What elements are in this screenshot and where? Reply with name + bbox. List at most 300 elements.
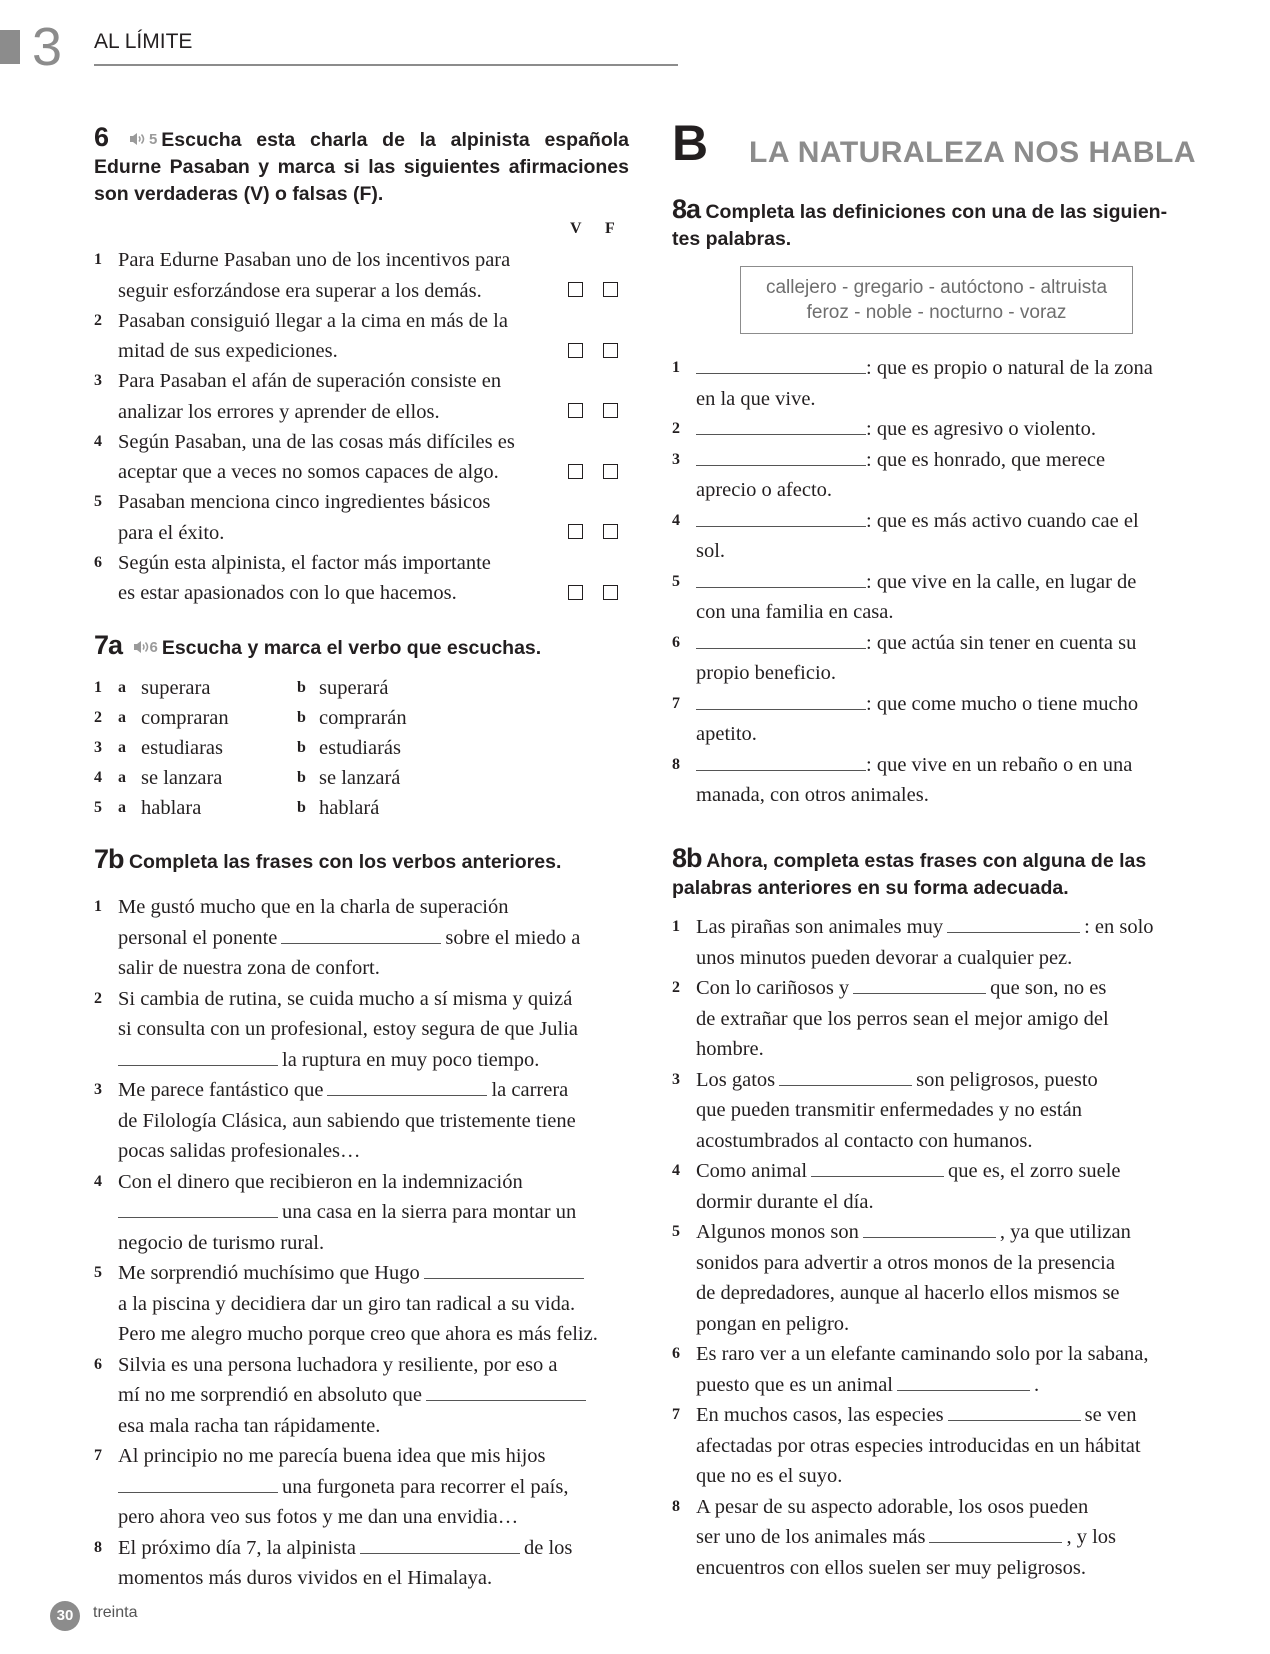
page-number-badge: 30 [50,1601,80,1631]
sentence-line [696,1370,1217,1401]
definition-line [696,445,1212,476]
statement-line [118,578,634,609]
option-a-letter[interactable]: a [118,709,126,726]
option-b-letter[interactable]: b [297,739,306,756]
word-bank-line1: callejero - gregario - autóctono - altruista [765,277,1108,298]
sentence-text: que pueden transmitir enfermedades y no están [696,1099,1082,1121]
sentence-text: En muchos casos, las especies [696,1404,944,1426]
statement-item [94,427,634,488]
item-number: 6 [672,633,680,651]
statement-text: Pasaban consiguió llegar a la cima en más de la [118,309,508,332]
sentence-line [696,1217,1217,1248]
sentence-text: Si cambia de rutina, se cuida mucho a sí misma y quizá [118,987,573,1010]
sentence-text: , y los [1066,1526,1116,1548]
item-number: 2 [672,420,680,437]
sentence-text: Al principio no me parecía buena idea que mis hijos [118,1445,546,1467]
option-b-text[interactable]: se lanzará [319,767,401,789]
sentence-line [118,984,639,1015]
sentence-item [672,1065,1217,1157]
true-checkbox[interactable] [568,524,583,539]
statement-item [94,306,634,367]
sentence-item [94,984,639,1076]
option-a-letter[interactable]: a [118,799,126,816]
ex7a-number: 7a [94,630,123,660]
page-number-word: treinta [93,1604,138,1621]
definition-text: propio beneficio. [696,662,837,684]
definition-text: manada, con otros animales. [696,784,929,806]
sentence-text: unos minutos pueden devorar a cualquier pez. [696,946,1073,969]
answer-blank[interactable] [118,1064,278,1066]
option-row [94,793,494,823]
option-a-letter[interactable]: a [118,739,126,756]
item-number: 1 [94,898,102,915]
option-b-letter[interactable]: b [297,769,306,786]
sentence-text: Como animal [696,1160,808,1182]
answer-blank[interactable] [696,464,866,466]
ex6-instruction: Escucha esta charla de la alpinista española Edurne Pasaban y marca si las siguientes afirmaciones son verdaderas (V) o falsas (F). [94,129,629,205]
sentence-line [696,1156,1217,1187]
ex7a-options [94,673,494,823]
sentence-text: de extrañar que los perros sean el mejor amigo del [696,1007,1109,1030]
sentence-text: si consulta con un profesional, estoy segura de que Julia [118,1018,578,1040]
ex8b-number: 8b [672,843,702,873]
sentence-item [94,1350,639,1442]
sentence-text: la carrera [491,1079,569,1101]
answer-blank[interactable] [897,1389,1030,1391]
sentence-line [696,1004,1217,1035]
statement-item [94,548,634,609]
answer-blank[interactable] [929,1541,1062,1543]
sentence-line [696,1339,1217,1370]
sentence-text: El próximo día 7, la alpinista [118,1536,356,1559]
item-number: 5 [672,1223,680,1240]
item-number: 5 [94,1264,102,1281]
statement-line [118,548,634,579]
definition-line [696,719,1212,750]
definition-text: apetito. [696,723,757,745]
definition-text: : que vive en un rebaño o en una [866,753,1133,776]
sentence-text: : en solo [1084,916,1154,938]
sentence-text: encuentros con ellos suelen ser muy peligrosos. [696,1556,1086,1579]
sentence-text: salir de nuestra zona de confort. [118,957,380,979]
ex6-list [94,245,634,608]
definition-text: : que es honrado, que merece [866,448,1106,471]
statement-line [118,457,634,488]
sentence-item [672,1339,1217,1400]
ex7b-heading [94,846,634,876]
statement-item [94,487,634,548]
sentence-item [94,1075,639,1167]
sentence-item [94,892,639,984]
answer-blank[interactable] [118,1216,278,1218]
item-number: 3 [94,1081,102,1098]
option-b-letter[interactable]: b [297,709,306,726]
statement-line [118,336,634,367]
item-number: 4 [672,511,680,529]
ex6-heading [94,124,629,208]
answer-blank[interactable] [426,1399,586,1401]
definition-text: : que come mucho o tiene mucho [866,692,1139,715]
item-number: 5 [94,493,102,510]
answer-blank[interactable] [696,586,866,588]
false-checkbox[interactable] [603,524,618,539]
option-a-text[interactable]: compraran [141,707,229,729]
ex7b-instruction: Completa las frases con los verbos anteriores. [128,851,562,873]
item-number: 2 [94,989,102,1007]
answer-blank[interactable] [853,992,986,994]
item-number: 7 [94,1447,102,1464]
ex8a-instruction-line1: Completa las definiciones con una de las siguien- [705,201,1168,223]
answer-blank[interactable] [424,1277,584,1279]
sentence-line [696,1492,1217,1523]
sentence-text: esa mala racha tan rápidamente. [118,1414,381,1437]
sentence-line [696,1248,1217,1279]
option-b-text[interactable]: superará [319,677,389,699]
definition-line [696,536,1212,567]
statement-text: Para Pasaban el afán de superación consiste en [118,370,502,392]
sentence-line [696,1034,1217,1065]
sentence-line [696,1400,1217,1431]
sentence-text: la ruptura en muy poco tiempo. [282,1048,540,1071]
statement-text: aceptar que a veces no somos capaces de algo. [118,461,499,483]
column-v-label: V [570,220,582,237]
definition-item [672,628,1212,689]
sentence-text: pongan en peligro. [696,1312,850,1335]
statement-text: analizar los errores y aprender de ellos. [118,400,440,423]
statement-text: mitad de sus expediciones. [118,340,338,362]
false-checkbox[interactable] [603,343,618,358]
answer-blank[interactable] [360,1552,520,1554]
sentence-text: pocas salidas profesionales… [118,1140,361,1162]
definition-item [672,414,1212,445]
item-number: 7 [672,694,680,712]
sentence-text: dormir durante el día. [696,1190,874,1213]
true-checkbox[interactable] [568,585,583,600]
item-number: 2 [672,979,680,996]
sentence-text: pero ahora veo sus fotos y me dan una envidia… [118,1506,519,1528]
sentence-item [94,1258,639,1350]
sentence-text: ser uno de los animales más [696,1526,926,1548]
sentence-text: de los [523,1536,573,1559]
row-number: 2 [94,709,102,726]
answer-blank[interactable] [811,1175,944,1177]
sentence-text: que es, el zorro suele [948,1160,1121,1182]
definition-text: con una familia en casa. [696,601,894,623]
false-checkbox[interactable] [603,403,618,418]
sentence-line [696,1553,1217,1584]
statement-line [118,518,634,549]
sentence-text: una casa en la sierra para montar un [282,1201,577,1223]
item-number: 4 [94,432,102,450]
statement-line [118,366,634,397]
audio-icon[interactable] [129,126,158,153]
option-a-letter[interactable]: a [118,679,126,696]
sentence-text: Me sorprendió muchísimo que Hugo [118,1262,420,1284]
true-checkbox[interactable] [568,464,583,479]
definition-text: : que actúa sin tener en cuenta su [866,631,1137,654]
ex8b-instruction-line2: palabras anteriores en su forma adecuada. [672,877,1069,899]
sentence-line [696,1461,1217,1492]
sentence-line [696,943,1217,974]
item-number: 2 [94,311,102,329]
sentence-item [94,1441,639,1533]
sentence-line [118,923,639,954]
definition-line [696,780,1212,811]
answer-blank[interactable] [696,433,866,435]
option-row [94,763,494,793]
ex8a-heading [672,196,1212,253]
statement-line [118,276,634,307]
item-number: 4 [94,1172,102,1190]
unit-color-block [0,30,20,64]
true-checkbox[interactable] [568,343,583,358]
statement-text: Para Edurne Pasaban uno de los incentivos para [118,249,511,271]
sentence-line [118,1411,639,1442]
sentence-line [696,973,1217,1004]
definition-item [672,689,1212,750]
ex8a-list [672,353,1212,811]
sentence-item [672,973,1217,1065]
sentence-line [696,1126,1217,1157]
sentence-line [118,892,639,923]
statement-text: es estar apasionados con lo que hacemos. [118,582,457,604]
option-row [94,703,494,733]
sentence-line [696,1187,1217,1218]
definition-line [696,506,1212,537]
sentence-line [118,953,639,984]
definition-line [696,628,1212,659]
true-checkbox[interactable] [568,282,583,297]
option-a-text[interactable]: superara [141,677,211,699]
item-number: 4 [672,1162,680,1179]
sentence-line [118,1167,639,1198]
sentence-text: de Filología Clásica, aun sabiendo que tristemente tiene [118,1109,576,1132]
sentence-text: sobre el miedo a [445,926,581,949]
sentence-line [118,1289,639,1320]
option-a-text[interactable]: estudiaras [141,737,223,759]
sentence-item [672,912,1217,973]
statement-text: seguir esforzándose era superar a los demás. [118,279,482,302]
definition-line [696,353,1212,384]
answer-blank[interactable] [696,647,866,649]
sentence-text: Con lo cariñosos y [696,977,850,999]
false-checkbox[interactable] [603,464,618,479]
statement-line [118,245,634,276]
sentence-line [118,1136,639,1167]
answer-blank[interactable] [118,1491,278,1493]
item-number: 1 [672,359,680,376]
definition-line [696,384,1212,415]
sentence-item [672,1492,1217,1584]
definition-line [696,750,1212,781]
statement-text: Pasaban menciona cinco ingredientes básicos [118,491,491,513]
section-title: LA NATURALEZA NOS HABLA [749,136,1197,169]
column-f-label: F [605,220,615,237]
option-a-letter[interactable]: a [118,769,126,786]
sentence-text: Me parece fantástico que [118,1079,324,1101]
true-checkbox[interactable] [568,403,583,418]
sentence-text: Pero me alegro mucho porque creo que ahora es más feliz. [118,1323,598,1345]
sentence-text: que son, no es [990,977,1107,999]
statement-line [118,487,634,518]
definition-text: : que es más activo cuando cae el [866,509,1139,532]
item-number: 1 [94,251,102,268]
item-number: 3 [672,450,680,468]
answer-blank[interactable] [327,1094,487,1096]
ex7b-list [94,892,639,1594]
item-number: 8 [672,1497,680,1515]
sentence-text: . [1033,1373,1040,1396]
sentence-line [118,1258,639,1289]
answer-blank[interactable] [948,1419,1081,1421]
ex7b-number: 7b [94,844,124,874]
sentence-line [118,1563,639,1594]
sentence-text: personal el ponente [118,926,278,949]
option-b-letter[interactable]: b [297,799,306,816]
statement-line [118,306,634,337]
row-number: 5 [94,799,102,816]
sentence-line [696,1522,1217,1553]
sentence-text: Me gustó mucho que en la charla de superación [118,896,509,918]
sentence-text: afectadas por otras especies introducidas en un hábitat [696,1434,1141,1457]
sentence-text: se ven [1084,1404,1137,1426]
sentence-text: mí no me sorprendió en absoluto que [118,1384,423,1406]
word-bank-line2: feroz - noble - nocturno - voraz [806,302,1067,323]
item-number: 3 [94,372,102,389]
item-number: 6 [94,1355,102,1373]
answer-blank[interactable] [863,1236,996,1238]
sentence-text: Las pirañas son animales muy [696,916,944,938]
definition-line [696,689,1212,720]
sentence-text: que no es el suyo. [696,1465,843,1487]
audio-icon[interactable] [133,634,157,661]
sentence-line [118,1502,639,1533]
ex8a-instruction-line2: tes palabras. [672,228,792,250]
sentence-line [696,912,1217,943]
sentence-line [118,1319,639,1350]
statement-text: Según esta alpinista, el factor más importante [118,551,491,574]
ex8b-list [672,912,1217,1583]
sentence-line [118,1533,639,1564]
definition-text: sol. [696,540,726,562]
definition-item [672,567,1212,628]
sentence-line [118,1228,639,1259]
sentence-item [672,1217,1217,1339]
answer-blank[interactable] [696,708,866,710]
statement-text: Según Pasaban, una de las cosas más difíciles es [118,430,515,453]
sentence-text: negocio de turismo rural. [118,1231,325,1254]
audio-track: 6 [149,639,158,656]
answer-blank[interactable] [779,1084,912,1086]
answer-blank[interactable] [696,525,866,527]
row-number: 1 [94,679,102,696]
audio-track: 5 [148,131,158,148]
option-b-letter[interactable]: b [297,679,306,696]
answer-blank[interactable] [281,942,441,944]
option-b-text[interactable]: comprarán [319,707,407,729]
sentence-text: una furgoneta para recorrer el país, [282,1475,569,1498]
item-number: 6 [94,553,102,571]
option-a-text[interactable]: se lanzara [141,767,223,789]
sentence-line [118,1350,639,1381]
sentence-text: A pesar de su aspecto adorable, los osos pueden [696,1495,1089,1518]
sentence-line [118,1441,639,1472]
sentence-item [94,1167,639,1259]
header-rule [94,64,678,66]
unit-number: 3 [32,17,63,77]
sentence-text: de depredadores, aunque al hacerlo ellos mismos se [696,1282,1120,1304]
definition-text: aprecio o afecto. [696,479,833,501]
option-a-text[interactable]: hablara [141,797,202,819]
sentence-item [672,1400,1217,1492]
item-number: 8 [672,755,680,773]
statement-line [118,397,634,428]
sentence-line [118,1197,639,1228]
item-number: 7 [672,1406,680,1423]
definition-item [672,750,1212,811]
item-number: 3 [672,1070,680,1088]
sentence-text: puesto que es un animal [696,1373,893,1396]
false-checkbox[interactable] [603,585,618,600]
sentence-item [94,1533,639,1594]
definition-text: en la que vive. [696,387,816,410]
item-number: 1 [672,918,680,935]
false-checkbox[interactable] [603,282,618,297]
definition-line [696,597,1212,628]
statement-item [94,366,634,427]
sentence-line [118,1472,639,1503]
ex8b-instruction-line1: Ahora, completa estas frases con alguna de las [706,850,1147,872]
definition-item [672,506,1212,567]
sentence-text: acostumbrados al contacto con humanos. [696,1129,1033,1152]
sentence-line [696,1095,1217,1126]
sentence-line [118,1014,639,1045]
item-number: 5 [672,572,680,590]
sentence-text: son peligrosos, puesto [916,1068,1098,1091]
option-row [94,673,494,703]
sentence-text: Los gatos [696,1068,776,1091]
sentence-text: hombre. [696,1038,764,1060]
sentence-line [696,1431,1217,1462]
row-number: 4 [94,769,102,786]
option-b-text[interactable]: hablará [319,797,380,819]
statement-text: para el éxito. [118,521,225,544]
sentence-text: , ya que utilizan [999,1221,1131,1243]
sentence-text: Con el dinero que recibieron en la indemnización [118,1170,523,1193]
definition-line [696,475,1212,506]
item-number: 6 [672,1345,680,1362]
answer-blank[interactable] [947,931,1080,933]
sentence-line [118,1045,639,1076]
ex8a-number: 8a [672,194,701,224]
statement-line [118,427,634,458]
definition-item [672,445,1212,506]
definition-item [672,353,1212,414]
ex6-number: 6 [94,122,109,152]
sentence-text: Algunos monos son [696,1221,859,1243]
definition-line [696,658,1212,689]
sentence-line [696,1309,1217,1340]
sentence-text: momentos más duros vividos en el Himalaya. [118,1567,493,1589]
option-row [94,733,494,763]
option-b-text[interactable]: estudiarás [319,737,401,759]
answer-blank[interactable] [696,372,866,374]
sentence-text: Es raro ver a un elefante caminando solo por la sabana, [696,1343,1149,1365]
unit-title: AL LÍMITE [94,30,193,53]
item-number: 8 [94,1538,102,1556]
ex8b-heading [672,845,1212,902]
answer-blank[interactable] [696,769,866,771]
